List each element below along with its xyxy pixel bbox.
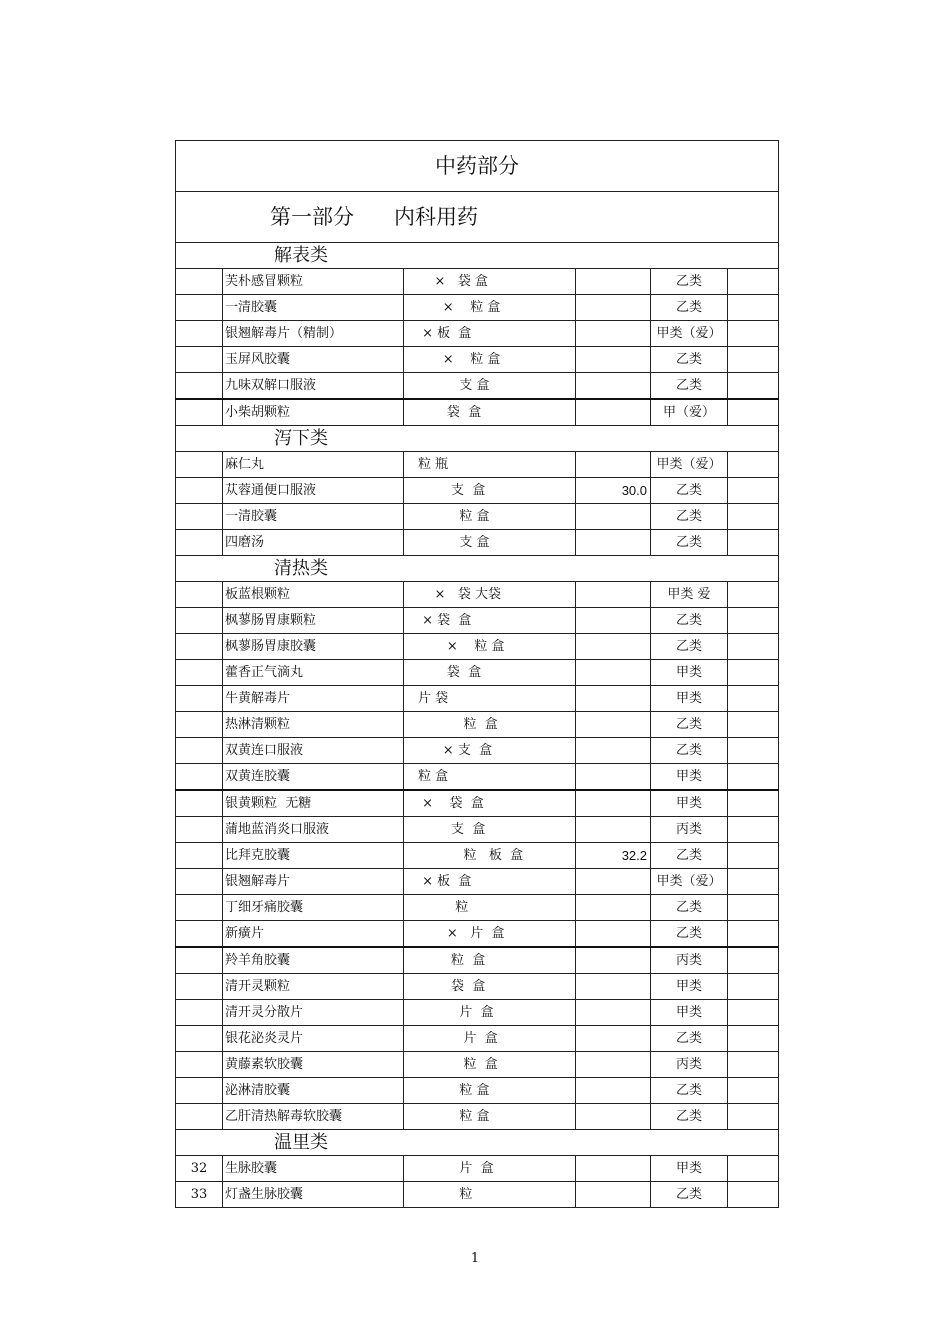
- insurance-class: 乙类: [651, 738, 728, 764]
- extra-cell: [728, 608, 779, 634]
- drug-name: 玉屏风胶囊: [223, 347, 404, 373]
- drug-name: 热淋清颗粒: [223, 712, 404, 738]
- insurance-class: 乙类: [651, 295, 728, 321]
- table-row: [176, 660, 779, 686]
- price: [576, 1078, 651, 1104]
- extra-cell: [728, 1026, 779, 1052]
- drug-name: 一清胶囊: [223, 295, 404, 321]
- row-number: [176, 373, 223, 400]
- extra-cell: [728, 452, 779, 478]
- insurance-class: 乙类: [651, 1182, 728, 1208]
- table-row: [176, 686, 779, 712]
- package-spec: × 袋 盒: [404, 269, 576, 295]
- row-number: [176, 399, 223, 426]
- package-spec: × 片 盒: [404, 921, 576, 948]
- extra-cell: [728, 1104, 779, 1130]
- package-spec: 片 盒: [404, 1026, 576, 1052]
- price: [576, 790, 651, 817]
- drug-name: 灯盏生脉胶囊: [223, 1182, 404, 1208]
- table-row: [176, 399, 779, 426]
- insurance-class: 乙类: [651, 895, 728, 921]
- row-number: [176, 843, 223, 869]
- table-row: [176, 1078, 779, 1104]
- drug-name: 新癀片: [223, 921, 404, 948]
- price: [576, 399, 651, 426]
- drug-name: 丁细牙痛胶囊: [223, 895, 404, 921]
- drug-name: 芙朴感冒颗粒: [223, 269, 404, 295]
- drug-name: 银翘解毒片: [223, 869, 404, 895]
- price: [576, 817, 651, 843]
- row-number: [176, 869, 223, 895]
- row-number: [176, 790, 223, 817]
- package-spec: × 粒 盒: [404, 634, 576, 660]
- extra-cell: [728, 712, 779, 738]
- insurance-class: 甲类: [651, 974, 728, 1000]
- price: [576, 660, 651, 686]
- insurance-class: 甲类（爱）: [651, 869, 728, 895]
- package-spec: 粒 盒: [404, 1078, 576, 1104]
- insurance-class: 甲类（爱）: [651, 321, 728, 347]
- price: [576, 321, 651, 347]
- package-spec: 片 盒: [404, 1156, 576, 1182]
- insurance-class: 甲类: [651, 660, 728, 686]
- row-number: [176, 347, 223, 373]
- insurance-class: 乙类: [651, 712, 728, 738]
- table-row: [176, 1182, 779, 1208]
- extra-cell: [728, 843, 779, 869]
- price: [576, 947, 651, 974]
- price: [576, 869, 651, 895]
- table-row: [176, 712, 779, 738]
- row-number: [176, 1026, 223, 1052]
- package-spec: 袋 盒: [404, 660, 576, 686]
- insurance-class: 乙类: [651, 504, 728, 530]
- package-spec: 支 盒: [404, 817, 576, 843]
- category-label: 温里类: [176, 1130, 779, 1156]
- extra-cell: [728, 686, 779, 712]
- table-row: [176, 321, 779, 347]
- drug-name: 板蓝根颗粒: [223, 582, 404, 608]
- drug-name: 双黄连口服液: [223, 738, 404, 764]
- row-number: [176, 478, 223, 504]
- drug-name: 生脉胶囊: [223, 1156, 404, 1182]
- package-spec: × 袋 盒: [404, 790, 576, 817]
- row-number: [176, 269, 223, 295]
- price: [576, 895, 651, 921]
- row-number: [176, 660, 223, 686]
- package-spec: × 粒 盒: [404, 295, 576, 321]
- table-row: [176, 295, 779, 321]
- package-spec: 粒 盒: [404, 947, 576, 974]
- row-number: [176, 817, 223, 843]
- package-spec: 粒 板 盒: [404, 843, 576, 869]
- extra-cell: [728, 660, 779, 686]
- insurance-class: 乙类: [651, 1026, 728, 1052]
- drug-name: 乙肝清热解毒软胶囊: [223, 1104, 404, 1130]
- insurance-class: 丙类: [651, 817, 728, 843]
- row-number: [176, 712, 223, 738]
- table-row: [176, 843, 779, 869]
- price: [576, 764, 651, 791]
- package-spec: 粒 盒: [404, 1104, 576, 1130]
- price: [576, 634, 651, 660]
- extra-cell: [728, 399, 779, 426]
- insurance-class: 乙类: [651, 1078, 728, 1104]
- price: [576, 738, 651, 764]
- page-number: 1: [470, 1251, 480, 1266]
- table-row: [176, 478, 779, 504]
- drug-name: 蒲地蓝消炎口服液: [223, 817, 404, 843]
- price: [576, 1026, 651, 1052]
- extra-cell: [728, 1000, 779, 1026]
- insurance-class: 乙类: [651, 1104, 728, 1130]
- price: [576, 452, 651, 478]
- package-spec: 袋 盒: [404, 974, 576, 1000]
- package-spec: 支 盒: [404, 373, 576, 400]
- extra-cell: [728, 974, 779, 1000]
- row-number: [176, 686, 223, 712]
- row-number: [176, 321, 223, 347]
- table-row: [176, 947, 779, 974]
- insurance-class: 甲类: [651, 790, 728, 817]
- table-row: [176, 974, 779, 1000]
- category-row: [176, 1130, 779, 1156]
- price: [576, 1000, 651, 1026]
- extra-cell: [728, 504, 779, 530]
- page-title: 中药部分: [176, 141, 779, 192]
- price: [576, 608, 651, 634]
- table-row: [176, 790, 779, 817]
- package-spec: × 袋 大袋: [404, 582, 576, 608]
- drug-name: 枫蓼肠胃康颗粒: [223, 608, 404, 634]
- drug-name: 藿香正气滴丸: [223, 660, 404, 686]
- table-row: [176, 347, 779, 373]
- drug-name: 银翘解毒片（精制）: [223, 321, 404, 347]
- package-spec: × 粒 盒: [404, 347, 576, 373]
- drug-name: 苁蓉通便口服液: [223, 478, 404, 504]
- row-number: [176, 1078, 223, 1104]
- drug-name: 四磨汤: [223, 530, 404, 556]
- row-number: [176, 974, 223, 1000]
- row-number: [176, 738, 223, 764]
- package-spec: 粒 盒: [404, 1052, 576, 1078]
- package-spec: 粒 瓶: [404, 452, 576, 478]
- price: [576, 1104, 651, 1130]
- price: [576, 269, 651, 295]
- part-heading: 第一部分 内科用药: [176, 192, 779, 243]
- insurance-class: 乙类: [651, 921, 728, 948]
- title-row: [176, 141, 779, 192]
- row-number: [176, 1104, 223, 1130]
- drug-name: 黄藤素软胶囊: [223, 1052, 404, 1078]
- package-spec: × 支 盒: [404, 738, 576, 764]
- price: [576, 686, 651, 712]
- price: [576, 530, 651, 556]
- extra-cell: [728, 634, 779, 660]
- drug-name: 麻仁丸: [223, 452, 404, 478]
- extra-cell: [728, 817, 779, 843]
- extra-cell: [728, 790, 779, 817]
- drug-list-table: [175, 140, 779, 1208]
- package-spec: × 袋 盒: [404, 608, 576, 634]
- package-spec: × 板 盒: [404, 321, 576, 347]
- table-row: [176, 373, 779, 400]
- extra-cell: [728, 764, 779, 791]
- extra-cell: [728, 869, 779, 895]
- drug-name: 清开灵分散片: [223, 1000, 404, 1026]
- insurance-class: 甲（爱）: [651, 399, 728, 426]
- price: [576, 1182, 651, 1208]
- insurance-class: 乙类: [651, 478, 728, 504]
- extra-cell: [728, 1182, 779, 1208]
- row-number: [176, 764, 223, 791]
- extra-cell: [728, 921, 779, 948]
- drug-name: 九味双解口服液: [223, 373, 404, 400]
- table-row: [176, 921, 779, 948]
- table-row: [176, 1026, 779, 1052]
- extra-cell: [728, 321, 779, 347]
- drug-name: 一清胶囊: [223, 504, 404, 530]
- extra-cell: [728, 738, 779, 764]
- package-spec: 袋 盒: [404, 399, 576, 426]
- price: [576, 712, 651, 738]
- table-row: [176, 895, 779, 921]
- insurance-class: 甲类: [651, 686, 728, 712]
- extra-cell: [728, 1156, 779, 1182]
- drug-name: 泌淋清胶囊: [223, 1078, 404, 1104]
- price: [576, 1052, 651, 1078]
- extra-cell: [728, 1078, 779, 1104]
- row-number: [176, 947, 223, 974]
- table-row: [176, 817, 779, 843]
- insurance-class: 丙类: [651, 1052, 728, 1078]
- table-row: [176, 1104, 779, 1130]
- table-row: [176, 1000, 779, 1026]
- table-row: [176, 764, 779, 791]
- drug-name: 枫蓼肠胃康胶囊: [223, 634, 404, 660]
- table-row: [176, 269, 779, 295]
- category-row: [176, 556, 779, 582]
- extra-cell: [728, 1052, 779, 1078]
- extra-cell: [728, 269, 779, 295]
- package-spec: 粒: [404, 895, 576, 921]
- table-row: [176, 530, 779, 556]
- table-row: [176, 608, 779, 634]
- drug-name: 牛黄解毒片: [223, 686, 404, 712]
- package-spec: 支 盒: [404, 530, 576, 556]
- row-number: [176, 582, 223, 608]
- row-number: 33: [176, 1182, 223, 1208]
- category-label: 解表类: [176, 243, 779, 269]
- insurance-class: 甲类: [651, 764, 728, 791]
- insurance-class: 乙类: [651, 608, 728, 634]
- table-row: [176, 504, 779, 530]
- package-spec: 粒 盒: [404, 504, 576, 530]
- drug-name: 双黄连胶囊: [223, 764, 404, 791]
- row-number: [176, 295, 223, 321]
- price: [576, 582, 651, 608]
- insurance-class: 乙类: [651, 634, 728, 660]
- drug-name: 银花泌炎灵片: [223, 1026, 404, 1052]
- row-number: [176, 634, 223, 660]
- price: [576, 347, 651, 373]
- category-label: 泻下类: [176, 426, 779, 452]
- extra-cell: [728, 582, 779, 608]
- extra-cell: [728, 295, 779, 321]
- price: 32.2: [576, 843, 651, 869]
- price: [576, 504, 651, 530]
- price: [576, 373, 651, 400]
- part-heading-row: [176, 192, 779, 243]
- price: [576, 974, 651, 1000]
- row-number: [176, 895, 223, 921]
- package-spec: 片 袋: [404, 686, 576, 712]
- row-number: [176, 1052, 223, 1078]
- package-spec: 粒: [404, 1182, 576, 1208]
- row-number: [176, 530, 223, 556]
- extra-cell: [728, 895, 779, 921]
- extra-cell: [728, 530, 779, 556]
- table-row: [176, 452, 779, 478]
- package-spec: 粒 盒: [404, 712, 576, 738]
- category-label: 清热类: [176, 556, 779, 582]
- price: [576, 1156, 651, 1182]
- insurance-class: 乙类: [651, 843, 728, 869]
- drug-name: 羚羊角胶囊: [223, 947, 404, 974]
- insurance-class: 甲类: [651, 1000, 728, 1026]
- table-row: [176, 869, 779, 895]
- insurance-class: 甲类 爱: [651, 582, 728, 608]
- row-number: [176, 504, 223, 530]
- table-row: [176, 1052, 779, 1078]
- package-spec: 粒 盒: [404, 764, 576, 791]
- insurance-class: 乙类: [651, 530, 728, 556]
- drug-name: 银黄颗粒 无糖: [223, 790, 404, 817]
- extra-cell: [728, 373, 779, 400]
- row-number: [176, 608, 223, 634]
- category-row: [176, 243, 779, 269]
- insurance-class: 乙类: [651, 347, 728, 373]
- insurance-class: 丙类: [651, 947, 728, 974]
- table-row: [176, 634, 779, 660]
- row-number: [176, 452, 223, 478]
- insurance-class: 甲类（爱）: [651, 452, 728, 478]
- category-row: [176, 426, 779, 452]
- extra-cell: [728, 947, 779, 974]
- row-number: [176, 1000, 223, 1026]
- insurance-class: 甲类: [651, 1156, 728, 1182]
- extra-cell: [728, 478, 779, 504]
- price: 30.0: [576, 478, 651, 504]
- table-row: [176, 1156, 779, 1182]
- price: [576, 295, 651, 321]
- package-spec: 片 盒: [404, 1000, 576, 1026]
- drug-name: 清开灵颗粒: [223, 974, 404, 1000]
- drug-name: 小柴胡颗粒: [223, 399, 404, 426]
- table-row: [176, 738, 779, 764]
- package-spec: × 板 盒: [404, 869, 576, 895]
- table-row: [176, 582, 779, 608]
- price: [576, 921, 651, 948]
- extra-cell: [728, 347, 779, 373]
- drug-name: 比拜克胶囊: [223, 843, 404, 869]
- row-number: [176, 921, 223, 948]
- package-spec: 支 盒: [404, 478, 576, 504]
- insurance-class: 乙类: [651, 373, 728, 400]
- insurance-class: 乙类: [651, 269, 728, 295]
- row-number: 32: [176, 1156, 223, 1182]
